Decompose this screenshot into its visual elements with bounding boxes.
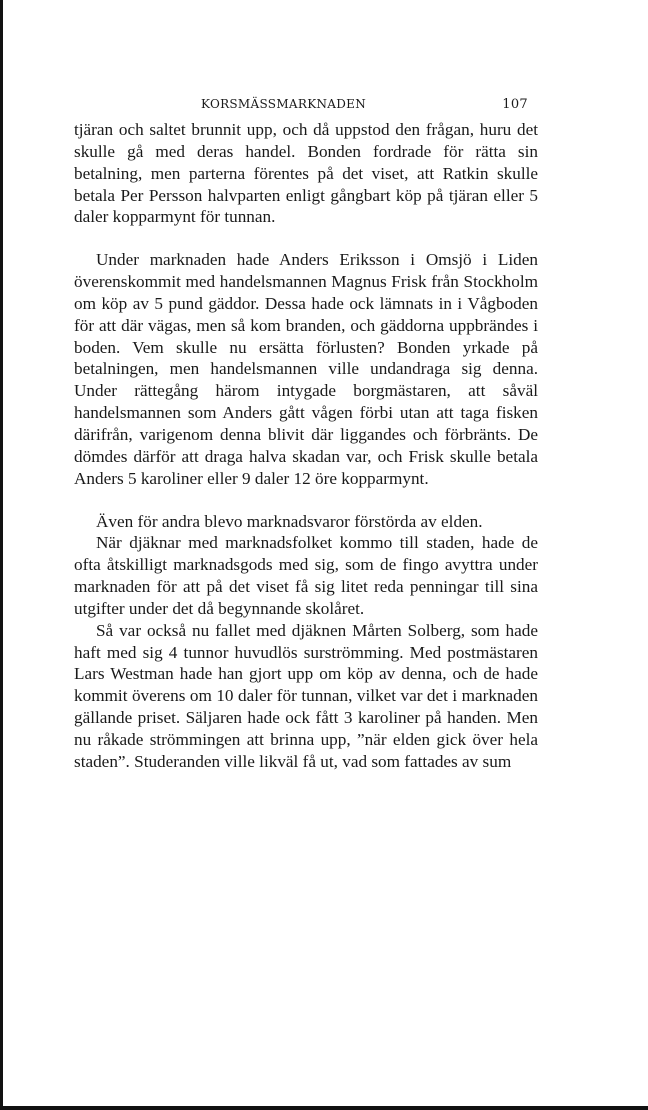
paragraph-3: Även för andra blevo marknadsvaror förstörda av elden. bbox=[96, 511, 483, 531]
body-text bbox=[74, 119, 538, 773]
page-number: 107 bbox=[502, 97, 528, 112]
scan-edge-bottom bbox=[0, 1106, 648, 1110]
paragraph-1: tjäran och saltet brunnit upp, och då uppstod den frågan, huru det skulle gå med deras handel. Bonden fordrade för rätta sin betalning, men parterna förentes på det viset, att Ratkin skulle betala Per Persson halvparten enligt gångbart köp på tjäran eller 5 daler kopparmynt för tunnan. bbox=[74, 120, 538, 227]
paragraph-2: Under marknaden hade Anders Eriksson i Omsjö i Liden överenskommit med handelsmannen Magnus Frisk från Stockholm om köp av 5 pund gäddor. Dessa hade ock lämnats in i Vågboden för att där vägas, men så kom branden, och gäddorna uppbrändes i boden. Vem skulle nu ersätta förlusten? Bonden yrkade på betalningen, men handelsmannen ville undandraga sig denna. Under rättegång härom intygade borgmästaren, att såväl handelsmannen som Anders gått vågen förbi utan att taga fisken därifrån, varigenom denna blivit där liggandes och förbränts. De dömdes därför att draga halva skadan var, och Frisk skulle betala Anders 5 karoliner eller 9 daler 12 öre kopparmynt. bbox=[74, 250, 538, 488]
running-title: KORSMÄSSMARKNADEN bbox=[201, 97, 367, 111]
paragraph-5: Så var också nu fallet med djäknen Mårten Solberg, som hade haft med sig 4 tunnor huvudlös surströmming. Med postmästaren Lars Westman hade han gjort upp om köp av denna, och de hade kommit överens om 10 daler för tunnan, vilket var det i marknaden gällande priset. Säljaren hade ock fått 3 karoliner på handen. Men nu råkade strömmingen att brinna upp, ”när elden gick över hela staden”. Studeranden ville likväl få ut, vad som fattades av sum bbox=[74, 620, 538, 771]
running-head bbox=[74, 95, 538, 119]
scan-edge-left bbox=[0, 0, 3, 1110]
paragraph-4: När djäknar med marknadsfolket kommo till staden, hade de ofta åtskilligt marknadsgods med sig, som de fingo avyttra under marknaden för att på det viset få sig litet reda penningar till sina utgifter under det då begynnande skolåret. bbox=[74, 533, 538, 618]
book-page bbox=[74, 95, 538, 773]
